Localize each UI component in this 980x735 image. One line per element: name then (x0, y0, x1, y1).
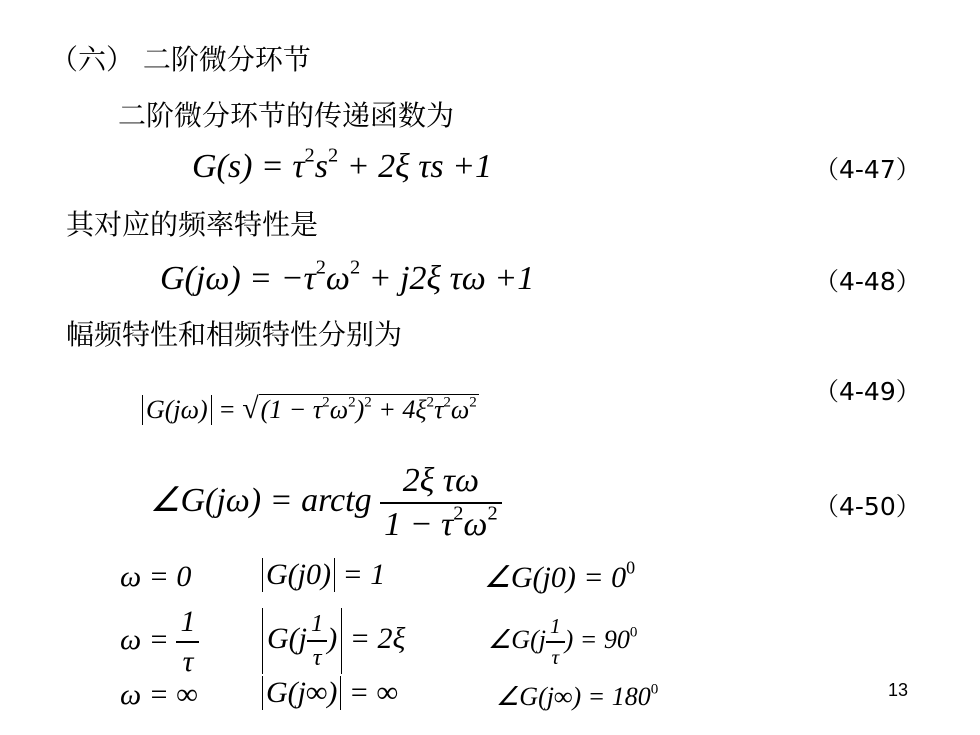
eq50-sup-1: 2 (453, 502, 464, 525)
equation-number-4-48: （4-48） (814, 267, 921, 296)
frequency-characteristic-intro: 其对应的频率特性是 (66, 208, 319, 241)
eq48-sup-2: 2 (349, 256, 361, 279)
eq48-lhs: G(jω) = − (160, 260, 304, 297)
eq49-omega-1: ω (329, 395, 349, 424)
eq50-denominator (380, 502, 502, 544)
row2-omega (120, 605, 199, 679)
eq47-sup-1: 2 (304, 144, 315, 167)
row1-phase (484, 557, 636, 595)
eq49-omega-2: ω (450, 395, 470, 424)
row2-omega-lhs: ω = (120, 622, 177, 656)
row2-phase-frac (546, 614, 565, 670)
row2-phase (488, 614, 637, 670)
equation-number-4-50: （4-50） (814, 492, 921, 521)
row2-frac-den: τ (176, 641, 199, 679)
eq48-rest: + j2ξ τω +1 (360, 260, 535, 297)
equation-number-4-49: （4-49） (814, 377, 921, 406)
row2-phase-post: ) = 90 (564, 624, 630, 654)
row3-phase-sup: 0 (650, 681, 659, 698)
eq50-sup-2: 2 (487, 502, 498, 525)
row3-phase-expr: ∠G(j∞) = 180 (496, 682, 651, 711)
eq49-tau-1: τ (312, 395, 323, 424)
eq48-tau: τ (303, 260, 316, 297)
row2-abs (262, 608, 342, 674)
row3-mag-expr: G(j∞) (266, 676, 338, 709)
row3-mag-val: = ∞ (341, 676, 399, 709)
eq49-rest: + 4ξ (371, 395, 427, 424)
row1-abs (262, 558, 335, 592)
row1-mag-val: = 1 (334, 558, 386, 591)
eq50-den-one: 1 − τ (384, 506, 454, 543)
row2-omega-frac (176, 605, 199, 679)
row2-phase-frac-den: τ (546, 641, 565, 670)
eq47-rest: + 2ξ τs +1 (338, 148, 493, 185)
row2-mag-pre: G(j (267, 621, 307, 655)
eq49-magnitude (142, 395, 212, 425)
equation-4-48 (160, 256, 535, 298)
row2-mag-frac-den: τ (307, 640, 327, 672)
eq47-sup-2: 2 (327, 144, 339, 167)
equation-number-4-47: （4-47） (814, 155, 921, 184)
row2-mag-frac-num: 1 (311, 610, 324, 637)
eq48-omega: ω (325, 260, 350, 297)
eq47-tau: τ (292, 148, 305, 185)
row2-phase-pre: ∠G(j (488, 624, 546, 654)
row3-magnitude (262, 676, 398, 710)
row2-mag-post: ) (327, 621, 338, 655)
row1-omega: ω = 0 (120, 560, 192, 593)
eq49-sqrt (242, 392, 479, 426)
eq50-fraction (380, 462, 502, 544)
transfer-function-intro: 二阶微分环节的传递函数为 (118, 99, 455, 132)
row2-phase-frac-num: 1 (549, 614, 561, 638)
eq50-lhs: ∠G(jω) = arctg (150, 481, 372, 519)
eq49-lhs-inner: G(jω) (146, 395, 208, 424)
row1-magnitude (262, 558, 385, 592)
eq47-lhs: G(s) = (192, 148, 293, 185)
eq48-sup-1: 2 (315, 256, 326, 279)
eq49-equals: = (211, 395, 243, 424)
row2-phase-sup: 0 (629, 624, 638, 641)
section-heading: （六） 二阶微分环节 (50, 43, 311, 76)
eq49-tau-2: τ (434, 395, 444, 424)
equation-4-50 (150, 462, 502, 544)
radical-sign: √ (242, 392, 259, 425)
eq49-radicand: $(1 - \tau^2\omega^2)^2 + 4\xi^2\tau^2\omega^2$ (260, 394, 477, 424)
page-number: 13 (888, 680, 909, 700)
row3-phase (496, 682, 658, 712)
equation-4-47 (192, 144, 493, 186)
row3-omega: ω = ∞ (120, 678, 198, 711)
equation-4-49 (142, 392, 479, 426)
row2-frac-num: 1 (180, 605, 196, 638)
row3-abs (262, 676, 341, 710)
row2-mag-frac (307, 610, 327, 672)
eq50-numerator: 2ξ τω (402, 462, 479, 499)
row2-magnitude (262, 608, 405, 674)
eq50-den-omega: ω (463, 506, 488, 543)
row2-mag-val: = 2ξ (342, 621, 406, 655)
eq47-s: s (314, 148, 328, 185)
row1-phase-sup: 0 (626, 557, 636, 578)
eq49-one-minus: (1 − (260, 395, 313, 424)
row1-phase-expr: ∠G(j0) = 0 (484, 561, 627, 594)
amplitude-phase-intro: 幅频特性和相频特性分别为 (66, 318, 403, 351)
row1-mag-expr: G(j0) (266, 558, 331, 591)
